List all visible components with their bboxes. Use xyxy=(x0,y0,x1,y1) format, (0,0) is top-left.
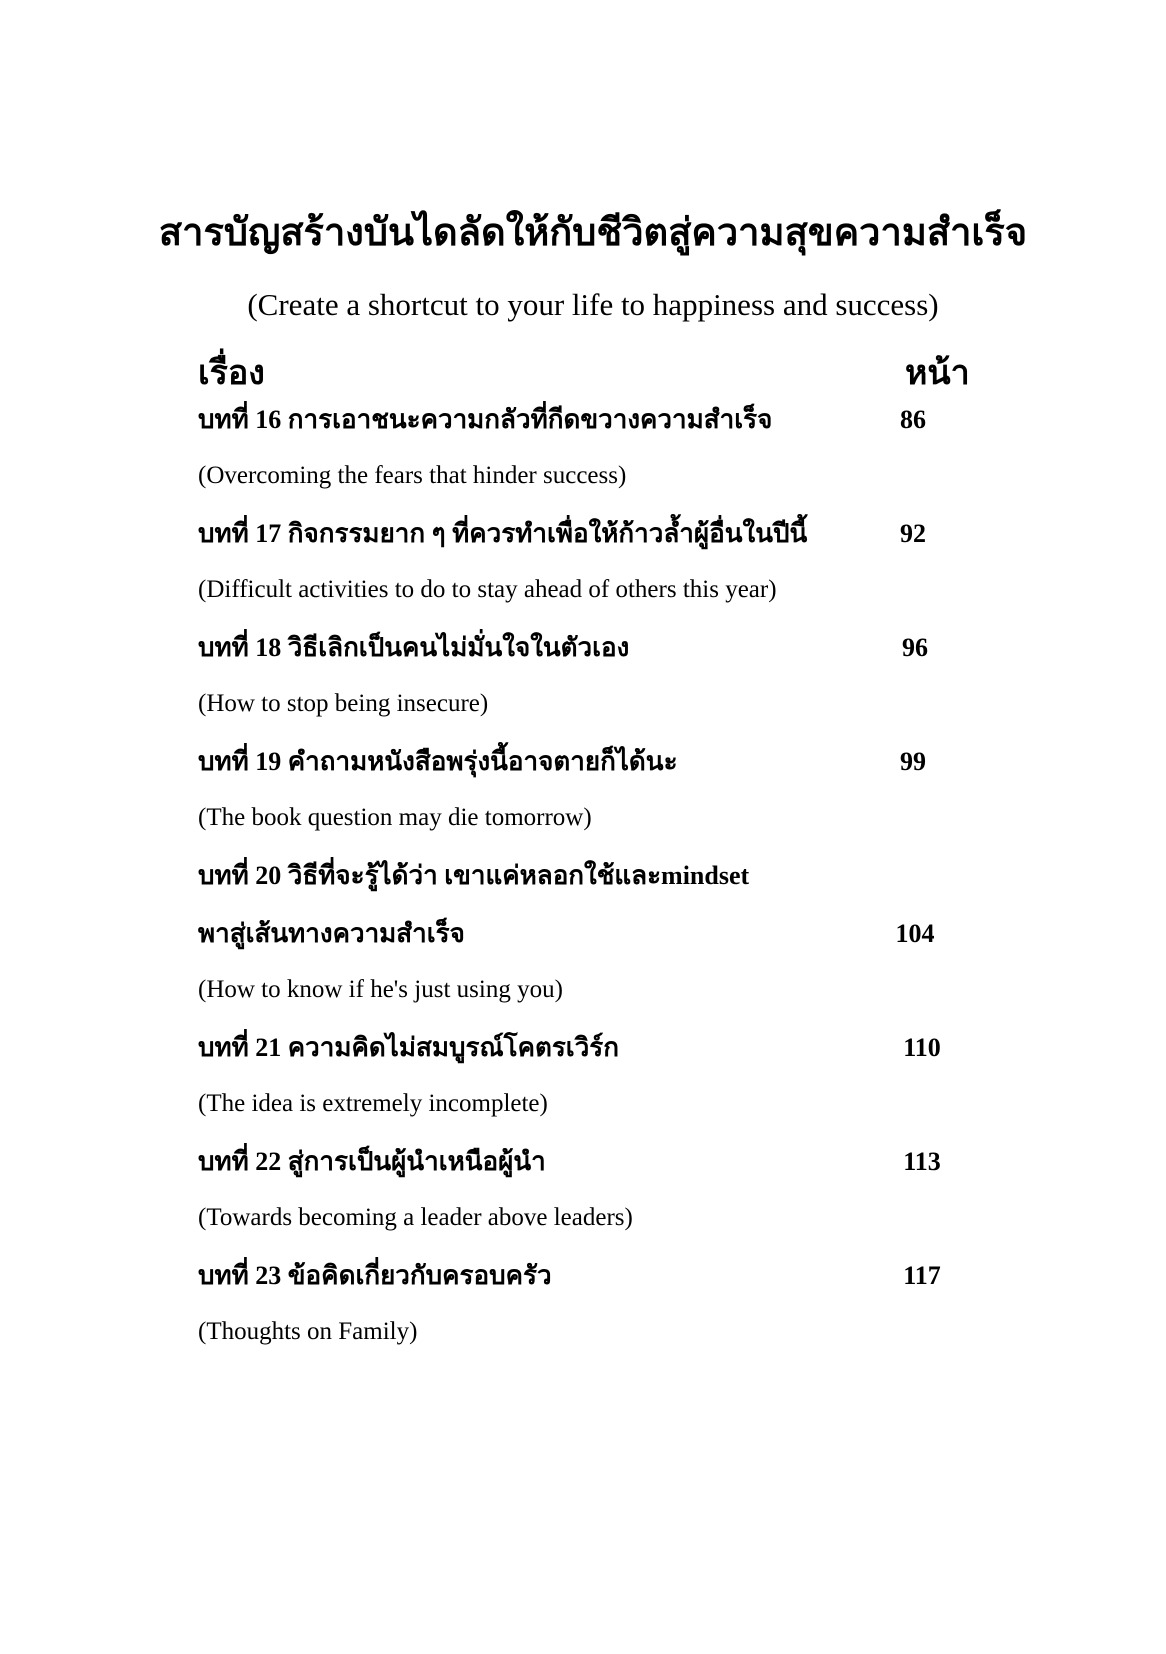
toc-entry-page: 113 xyxy=(903,1147,941,1176)
toc-entry-page: 99 xyxy=(900,747,926,776)
toc-entry-title: บทที่ 23 ข้อคิดเกี่ยวกับครอบครัว xyxy=(198,1261,552,1290)
toc-entry-english: (Overcoming the fears that hinder success) xyxy=(198,462,627,489)
column-header-topic: เรื่อง xyxy=(198,355,265,392)
toc-entry-page: 110 xyxy=(903,1033,941,1062)
toc-entry-title-continued: พาสู่เส้นทางความสำเร็จ xyxy=(198,919,465,948)
toc-entry-english: (Difficult activities to do to stay ahead of others this year) xyxy=(198,576,777,603)
toc-entry-english: (How to know if he's just using you) xyxy=(198,976,563,1003)
toc-entry-title: บทที่ 20 วิธีที่จะรู้ได้ว่า เขาแค่หลอกใช้และmindset xyxy=(198,861,750,890)
toc-entry-english: (How to stop being insecure) xyxy=(198,690,489,717)
toc-entry-english: (Towards becoming a leader above leaders) xyxy=(198,1204,633,1231)
toc-entry-title: บทที่ 16 การเอาชนะความกลัวที่กีดขวางความสำเร็จ xyxy=(198,405,773,434)
toc-subtitle: (Create a shortcut to your life to happiness and success) xyxy=(247,287,939,322)
toc-entry-title: บทที่ 21 ความคิดไม่สมบูรณ์โคตรเวิร์ก xyxy=(198,1033,620,1062)
toc-entry-english: (The book question may die tomorrow) xyxy=(198,804,592,831)
toc-entry-english: (Thoughts on Family) xyxy=(198,1318,418,1345)
toc-entry-title: บทที่ 22 สู่การเป็นผู้นำเหนือผู้นำ xyxy=(198,1147,546,1176)
toc-entry-page: 92 xyxy=(900,519,926,548)
toc-title: สารบัญสร้างบันไดลัดให้กับชีวิตสู่ความสุขความสำเร็จ xyxy=(158,212,1028,254)
toc-entry-page: 96 xyxy=(902,633,928,662)
toc-entry-page: 117 xyxy=(903,1261,941,1290)
toc-entry-page: 86 xyxy=(900,405,926,434)
toc-entry-title: บทที่ 19 คำถามหนังสือพรุ่งนี้อาจตายก็ได้นะ xyxy=(198,747,678,776)
toc-entry-english: (The idea is extremely incomplete) xyxy=(198,1090,548,1117)
toc-entry-page: 104 xyxy=(895,919,935,948)
toc-entry-title: บทที่ 18 วิธีเลิกเป็นคนไม่มั่นใจในตัวเอง xyxy=(198,633,630,662)
toc-entry-title: บทที่ 17 กิจกรรมยาก ๆ ที่ควรทำเพื่อให้ก้าวล้ำผู้อื่นในปีนี้ xyxy=(198,519,808,548)
column-header-page: หน้า xyxy=(905,355,970,392)
